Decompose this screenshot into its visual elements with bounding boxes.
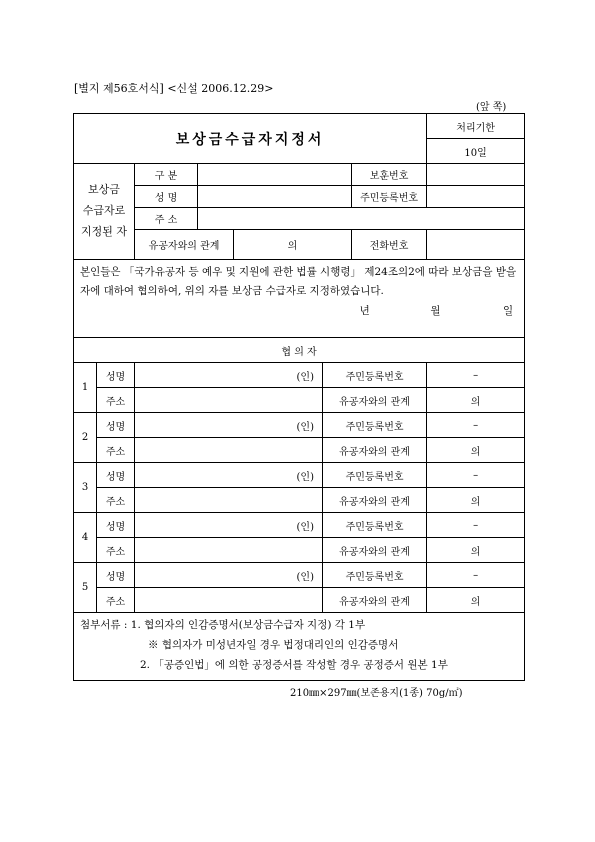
consultant-relation-field[interactable]: 의 xyxy=(427,488,525,513)
consultant-address-field[interactable] xyxy=(135,388,323,413)
veteran-number-label: 보훈번호 xyxy=(352,164,427,186)
phone-number-field[interactable] xyxy=(427,230,525,260)
consultant-relation-label: 유공자와의 관계 xyxy=(323,388,427,413)
attachments-block xyxy=(74,613,525,681)
consultant-name-label: 성명 xyxy=(97,363,135,388)
consultant-resident-number-label: 주민등록번호 xyxy=(323,363,427,388)
consultant-resident-number-field[interactable]: – xyxy=(427,463,525,488)
consultants-header: 협 의 자 xyxy=(74,338,525,363)
consultant-resident-number-label: 주민등록번호 xyxy=(323,513,427,538)
processing-period-value: 10일 xyxy=(427,139,525,164)
form-table xyxy=(73,113,525,681)
consultant-relation-label: 유공자와의 관계 xyxy=(323,488,427,513)
statement-date: 년 월 일 xyxy=(359,304,514,317)
consultant-name-label: 성명 xyxy=(97,513,135,538)
consultant-address-field[interactable] xyxy=(135,538,323,563)
consultant-relation-field[interactable]: 의 xyxy=(427,438,525,463)
consultant-number: 2 xyxy=(74,413,97,463)
consultant-name-field[interactable]: (인) xyxy=(135,463,323,488)
consultant-address-field[interactable] xyxy=(135,588,323,613)
consultant-address-label: 주소 xyxy=(97,438,135,463)
form-reference: [별지 제56호서식] <신설 2006.12.29> xyxy=(74,82,274,95)
veteran-number-field[interactable] xyxy=(427,164,525,186)
recipient-section-label: 보상금 수급자로 지정된 자 xyxy=(74,164,135,260)
form-title: 보상금수급자지정서 xyxy=(74,114,427,164)
consultant-name-field[interactable]: (인) xyxy=(135,413,323,438)
consultant-resident-number-label: 주민등록번호 xyxy=(323,463,427,488)
recipient-resident-number-label: 주민등록번호 xyxy=(352,186,427,208)
attachment-line-1: 첨부서류 : 1. 협의자의 인감증명서(보상금수급자 지정) 각 1부 xyxy=(80,619,366,631)
recipient-name-field[interactable] xyxy=(198,186,352,208)
consultant-resident-number-field[interactable]: – xyxy=(427,513,525,538)
phone-number-label: 전화번호 xyxy=(352,230,427,260)
consultant-relation-field[interactable]: 의 xyxy=(427,388,525,413)
consultant-number: 3 xyxy=(74,463,97,513)
consultant-address-field[interactable] xyxy=(135,438,323,463)
consultant-number: 1 xyxy=(74,363,97,413)
consultant-address-label: 주소 xyxy=(97,538,135,563)
recipient-resident-number-field[interactable] xyxy=(427,186,525,208)
consultant-address-label: 주소 xyxy=(97,588,135,613)
consultant-address-field[interactable] xyxy=(135,488,323,513)
consultant-name-label: 성명 xyxy=(97,563,135,588)
recipient-relation-label: 유공자와의 관계 xyxy=(135,230,234,260)
consultant-relation-label: 유공자와의 관계 xyxy=(323,538,427,563)
consultant-resident-number-label: 주민등록번호 xyxy=(323,563,427,588)
consultant-name-field[interactable]: (인) xyxy=(135,513,323,538)
consultant-name-label: 성명 xyxy=(97,413,135,438)
consultant-resident-number-field[interactable]: – xyxy=(427,563,525,588)
consultant-resident-number-field[interactable]: – xyxy=(427,363,525,388)
statement-text: 본인들은 「국가유공자 등 예우 및 지원에 관한 법률 시행령」 제24조의2에 따라 보상금을 받을 자에 대하여 협의하여, 위의 자를 보상금 수급자로 지정하였습니다. xyxy=(80,266,517,298)
consultant-relation-label: 유공자와의 관계 xyxy=(323,588,427,613)
page-side-note: (앞 쪽) xyxy=(476,102,507,113)
consultant-relation-field[interactable]: 의 xyxy=(427,588,525,613)
category-label: 구 분 xyxy=(135,164,198,186)
consultant-name-field[interactable]: (인) xyxy=(135,363,323,388)
processing-period-label: 처리기한 xyxy=(427,114,525,139)
consultant-name-field[interactable]: (인) xyxy=(135,563,323,588)
consultant-relation-label: 유공자와의 관계 xyxy=(323,438,427,463)
attachment-note: ※ 협의자가 미성년자일 경우 법정대리인의 인감증명서 xyxy=(148,638,399,651)
category-field[interactable] xyxy=(198,164,352,186)
consultant-number: 5 xyxy=(74,563,97,613)
consultant-address-label: 주소 xyxy=(97,388,135,413)
consultant-address-label: 주소 xyxy=(97,488,135,513)
recipient-name-label: 성 명 xyxy=(135,186,198,208)
recipient-address-field[interactable] xyxy=(198,208,525,230)
attachment-line-2: 2. 「공증인법」에 의한 공정증서를 작성할 경우 공정증서 원본 1부 xyxy=(140,658,448,671)
consultant-resident-number-label: 주민등록번호 xyxy=(323,413,427,438)
consultant-name-label: 성명 xyxy=(97,463,135,488)
paper-spec: 210㎜×297㎜(보존용지(1종) 70g/㎡) xyxy=(290,688,463,699)
recipient-relation-field[interactable]: 의 xyxy=(234,230,352,260)
consultant-number: 4 xyxy=(74,513,97,563)
consultant-relation-field[interactable]: 의 xyxy=(427,538,525,563)
statement-block xyxy=(74,260,525,338)
recipient-address-label: 주 소 xyxy=(135,208,198,230)
consultant-resident-number-field[interactable]: – xyxy=(427,413,525,438)
